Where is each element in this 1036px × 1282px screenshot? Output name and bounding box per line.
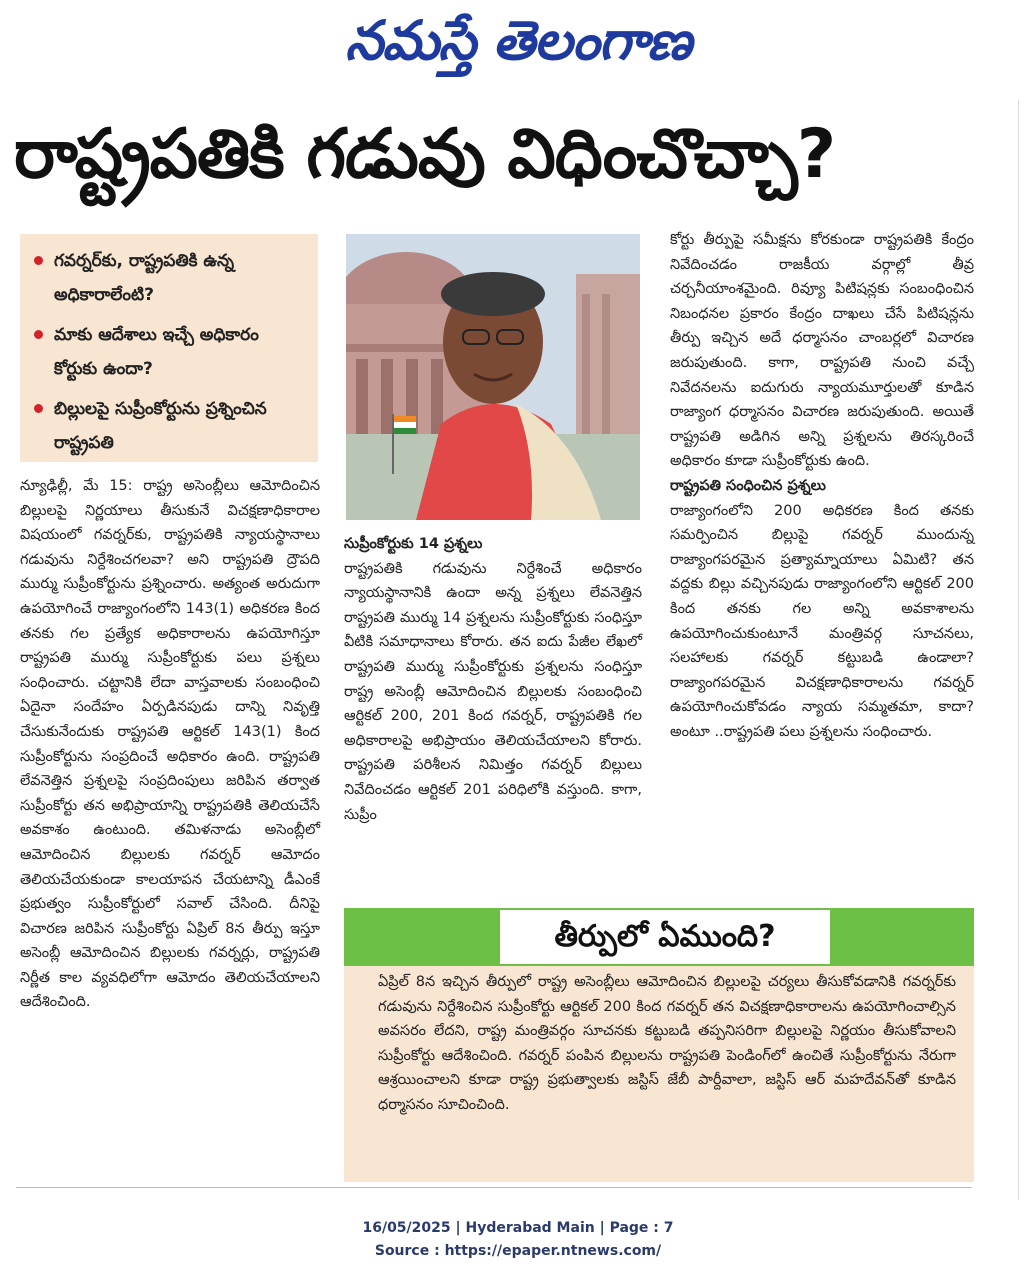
article-text: న్యూఢిల్లీ, మే 15: రాష్ట్ర అసెంబ్లీలు ఆమోదించిన బిల్లులపై నిర్ణయాలు తీసుకునే విచక్షణాధికారాల విషయంలో గవర్నర్‌కు, రాష్ట్రపతికి న్యాయస్థానాలు గడువును నిర్దేశించగలవా? అని రాష్ట్రపతి ద్రౌపది ముర్ము సుప్రీంకోర్టును ప్రశ్నించారు. అత్యంత అరుదుగా ఉపయోగించే రాజ్యాంగంలోని 143(1) అధికరణ కింద తనకు గల ప్రత్యేక అధికారాలను ఉపయోగిస్తూ రాష్ట్రపతి ముర్ము సుప్రీంకోర్టుకు పలు ప్రశ్నలు సంధించారు. చట్టానికి లేదా వాస్తవాలకు సంబంధించి ఏదైనా సందేహం ఏర్పడినపుడు దాన్ని నివృత్తి చేసుకునేందుకు రాష్ట్రపతి ఆర్టికల్ 143(1) కింద సుప్రీంకోర్టును సంప్రదించే అధికారం ఉంది. రాష్ట్రపతి లేవనెత్తిన ప్రశ్నలపై సంప్రదింపులు జరిపిన తర్వాత సుప్రీంకోర్టు తన అభిప్రాయాన్ని రాష్ట్రపతికి తెలియచేసే అవకాశం ఉంటుంది. తమిళనాడు అసెంబ్లీలో ఆమోదించిన బిల్లులకు గవర్నర్ ఆమోదం తెలియచేయకుండా కాలయాపన చేయటాన్ని డీఎంకే ప్రభుత్వం సుప్రీంకోర్టులో సవాల్ చేసింది. దీనిపై విచారణ జరిపిన సుప్రీంకోర్టు ఏప్రిల్ 8న తీర్పు ఇస్తూ అసెంబ్లీ ఆమోదించిన బిల్లులకు గవర్నర్లు, రాష్ట్రపతి నిర్ణీత కాల వ్యవధిలోగా ఆమోదం తెలియచేయాలని ఆదేశించింది. [20,478,320,1011]
article-column-1 [20,474,320,1015]
column-divider [1018,100,1019,1200]
verdict-box [344,966,974,1182]
highlight-text: గవర్నర్‌కు, రాష్ట్రపతికి ఉన్న అధికారాలేంటి? [54,251,234,305]
box-title: తీర్పులో ఏముంది? [500,910,830,964]
highlight-text: బిల్లులపై సుప్రీంకోర్టును ప్రశ్నించిన రాష్ట్రపతి [54,399,267,453]
masthead-logo: నమస్తే తెలంగాణ [345,9,691,72]
box-text: ఏప్రిల్ 8న ఇచ్చిన తీర్పులో రాష్ట్ర అసెంబ్లీలు ఆమోదించిన బిల్లులపై చర్యలు తీసుకోవడానికి గవర్నర్‌కు గడువును నిర్దేశించిన సుప్రీంకోర్టు ఆర్టికల్ 200 కింద గవర్నర్ తన విచక్షణాధికారాలను ఉపయోగించాల్సిన అవసరం లేదని, రాష్ట్ర మంత్రివర్గం సూచనకు కట్టుబడి తప్పనిసరిగా బిల్లులపై నిర్ణయం తీసుకోవాలని సుప్రీంకోర్టు ఆదేశించింది. గవర్నర్ పంపిన బిల్లులను రాష్ట్రపతి పెండింగ్‌లో ఉంచితే సుప్రీంకోర్టును నేరుగా ఆశ్రయించాలని కూడా రాష్ట్ర ప్రభుత్వాలకు జస్టిస్ జేబీ పార్దీవాలా, జస్టిస్ ఆర్ మహదేవన్‌తో కూడిన ధర్మాసనం సూచించింది. [378,974,956,1113]
section-subhead: రాష్ట్రపతి సంధించిన ప్రశ్నలు [670,477,826,494]
highlight-item [34,244,306,312]
article-text: రాష్ట్రపతికి గడువును నిర్దేశించే అధికారం న్యాయస్థానానికి ఉందా అన్న ప్రశ్నలు లేవనెత్తిన రాష్ట్రపతి ముర్ము 14 ప్రశ్నలను సుప్రీంకోర్టుకు సంధిస్తూ వీటికి సమాధానాలు కోరారు. తన ఐదు పేజీల లేఖలో రాష్ట్రపతి ముర్ము సుప్రీంకోర్టుకు ప్రశ్నలను సంధిస్తూ రాష్ట్ర అసెంబ్లీ ఆమోదించిన బిల్లులకు సంబంధించి ఆర్టికల్ 200, 201 కింద గవర్నర్, రాష్ట్రపతికి గల అధికారాలపై అభిప్రాయం తెలియచేయాలని కోరారు. రాష్ట్రపతి పరిశీలన నిమిత్తం గవర్నర్ బిల్లులు నివేదించడం ఆర్టికల్ 201 పరిధిలోకి వస్తుంది. కాగా, సుప్రీం [344,560,642,823]
footer-source: Source : https://epaper.ntnews.com/ [374,1243,662,1259]
president-photo [346,234,640,520]
article-column-2 [344,532,642,827]
bullet-icon [34,404,43,413]
highlight-item [34,392,306,460]
section-subhead: సుప్రీంకోర్టుకు 14 ప్రశ్నలు [344,536,483,552]
bullet-icon [34,330,43,339]
article-text: కోర్టు తీర్పుపై సమీక్షను కోరకుండా రాష్ట్రపతికి కేంద్రం నివేదించడం రాజకీయ వర్గాల్లో తీవ్ర చర్చనీయాంశమైంది. రివ్యూ పిటిషన్లకు సంబంధించిన నిబంధనల ప్రకారం కేంద్రం దాఖలు చేసే పిటిషన్లను తీర్పు ఇచ్చిన అదే ధర్మాసనం చాంబర్లలో విచారణ జరుపుతుంది. కాగా, రాష్ట్రపతి నుంచి వచ్చే నివేదనలను ఐదుగురు న్యాయమూర్తులతో కూడిన రాజ్యాంగ ధర్మాసనం విచారణ జరుపుతుంది. అయితే రాష్ట్రపతి అడిగిన అన్ని ప్రశ్నలను తిరస్కరించే అధికారం కూడా సుప్రీంకోర్టుకు ఉంది. [670,232,974,470]
highlight-text: మాకు ఆదేశాలు ఇచ్చే అధికారం కోర్టుకు ఉందా? [54,325,259,379]
bullet-icon [34,256,43,265]
headline: రాష్ట్రపతికి గడువు విధించొచ్చా? [14,115,836,194]
footer-dateline: 16/05/2025 | Hyderabad Main | Page : 7 [362,1220,674,1236]
bottom-divider [16,1187,972,1188]
highlights-box [20,234,318,462]
article-text: రాజ్యాంగంలోని 200 అధికరణ కింద తనకు సమర్పించిన బిల్లుపై గవర్నర్ ముందున్న రాజ్యాంగపరమైన ప్రత్యామ్నాయాలు ఏమిటి? తన వద్దకు బిల్లు వచ్చినపుడు రాజ్యాంగంలోని ఆర్టికల్ 200 కింద తనకు గల అన్ని అవకాశాలను ఉపయోగించుకుంటూనే మంత్రివర్గ సూచనలు, సలహాలకు గవర్నర్ కట్టుబడి ఉండాలా? రాజ్యాంగపరమైన విచక్షణాధికారాలను గవర్నర్ ఉపయోగించుకోవడం న్యాయ సమ్మతమా, కాదా? అంటూ ..రాష్ట్రపతి పలు ప్రశ్నలను సంధించారు. [670,502,974,740]
highlight-item [34,318,306,386]
president-photo-illustration [346,234,640,520]
article-column-3 [670,228,974,744]
